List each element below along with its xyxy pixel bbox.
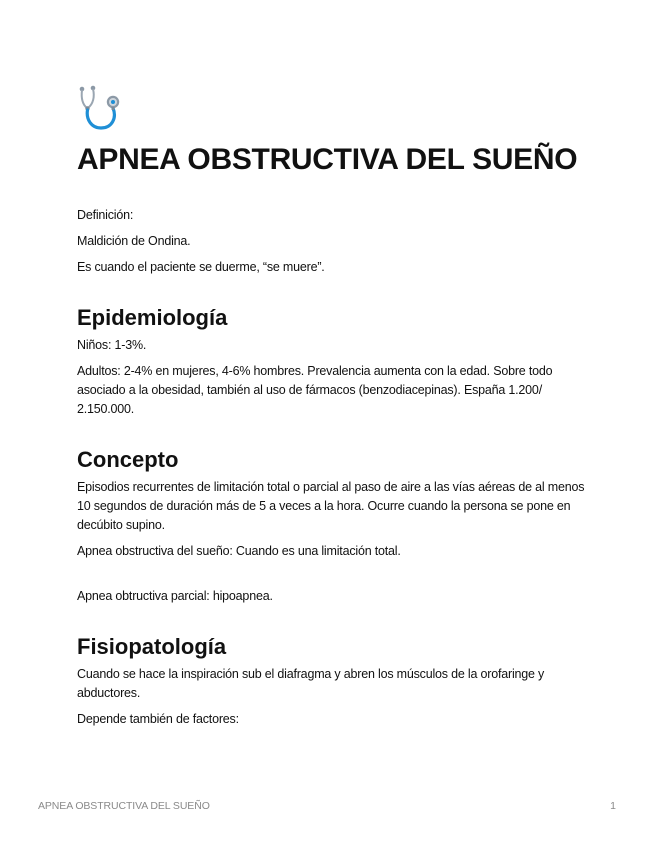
section-paragraph: Adultos: 2-4% en mujeres, 4-6% hombres. Prevalencia aumenta con la edad. Sobre todo asociado a la obesidad, también al uso de fármacos (benzodiacepinas). España 1.200/ 2.150.000. — [77, 364, 553, 416]
section-heading: Epidemiología — [77, 305, 228, 330]
intro-name: Maldición de Ondina. — [77, 234, 191, 248]
section-epidemiologia — [77, 304, 587, 419]
footer-document-title: APNEA OBSTRUCTIVA DEL SUEÑO — [38, 800, 210, 812]
section-paragraph: Niños: 1-3%. — [77, 338, 147, 352]
intro-block — [77, 206, 587, 277]
document-title: APNEA OBSTRUCTIVA DEL SUEÑO — [77, 143, 578, 176]
section-paragraph: Cuando se hace la inspiración sub el diafragma y abren los músculos de la orofaringe y abductores. — [77, 667, 545, 700]
intro-definition: Definición: — [77, 208, 134, 222]
section-paragraph: Apnea obstructiva del sueño: Cuando es una limitación total. — [77, 544, 401, 558]
section-fisiopatologia — [77, 633, 587, 729]
section-heading: Fisiopatología — [77, 634, 227, 659]
footer-page-number: 1 — [610, 800, 616, 812]
section-paragraph: Apnea obtructiva parcial: hipoapnea. — [77, 589, 273, 603]
section-concepto — [77, 446, 587, 606]
section-paragraph: Depende también de factores: — [77, 712, 239, 726]
page-content — [77, 84, 587, 736]
section-heading: Concepto — [77, 447, 179, 472]
blank-line — [77, 568, 587, 587]
stethoscope-icon — [76, 84, 124, 132]
section-paragraph: Episodios recurrentes de limitación total o parcial al paso de aire a las vías aéreas de al menos 10 segundos de duración más de 5 a veces a la hora. Ocurre cuando la persona se pone en decúbito supino. — [77, 480, 585, 532]
intro-description: Es cuando el paciente se duerme, “se muere”. — [77, 260, 325, 274]
